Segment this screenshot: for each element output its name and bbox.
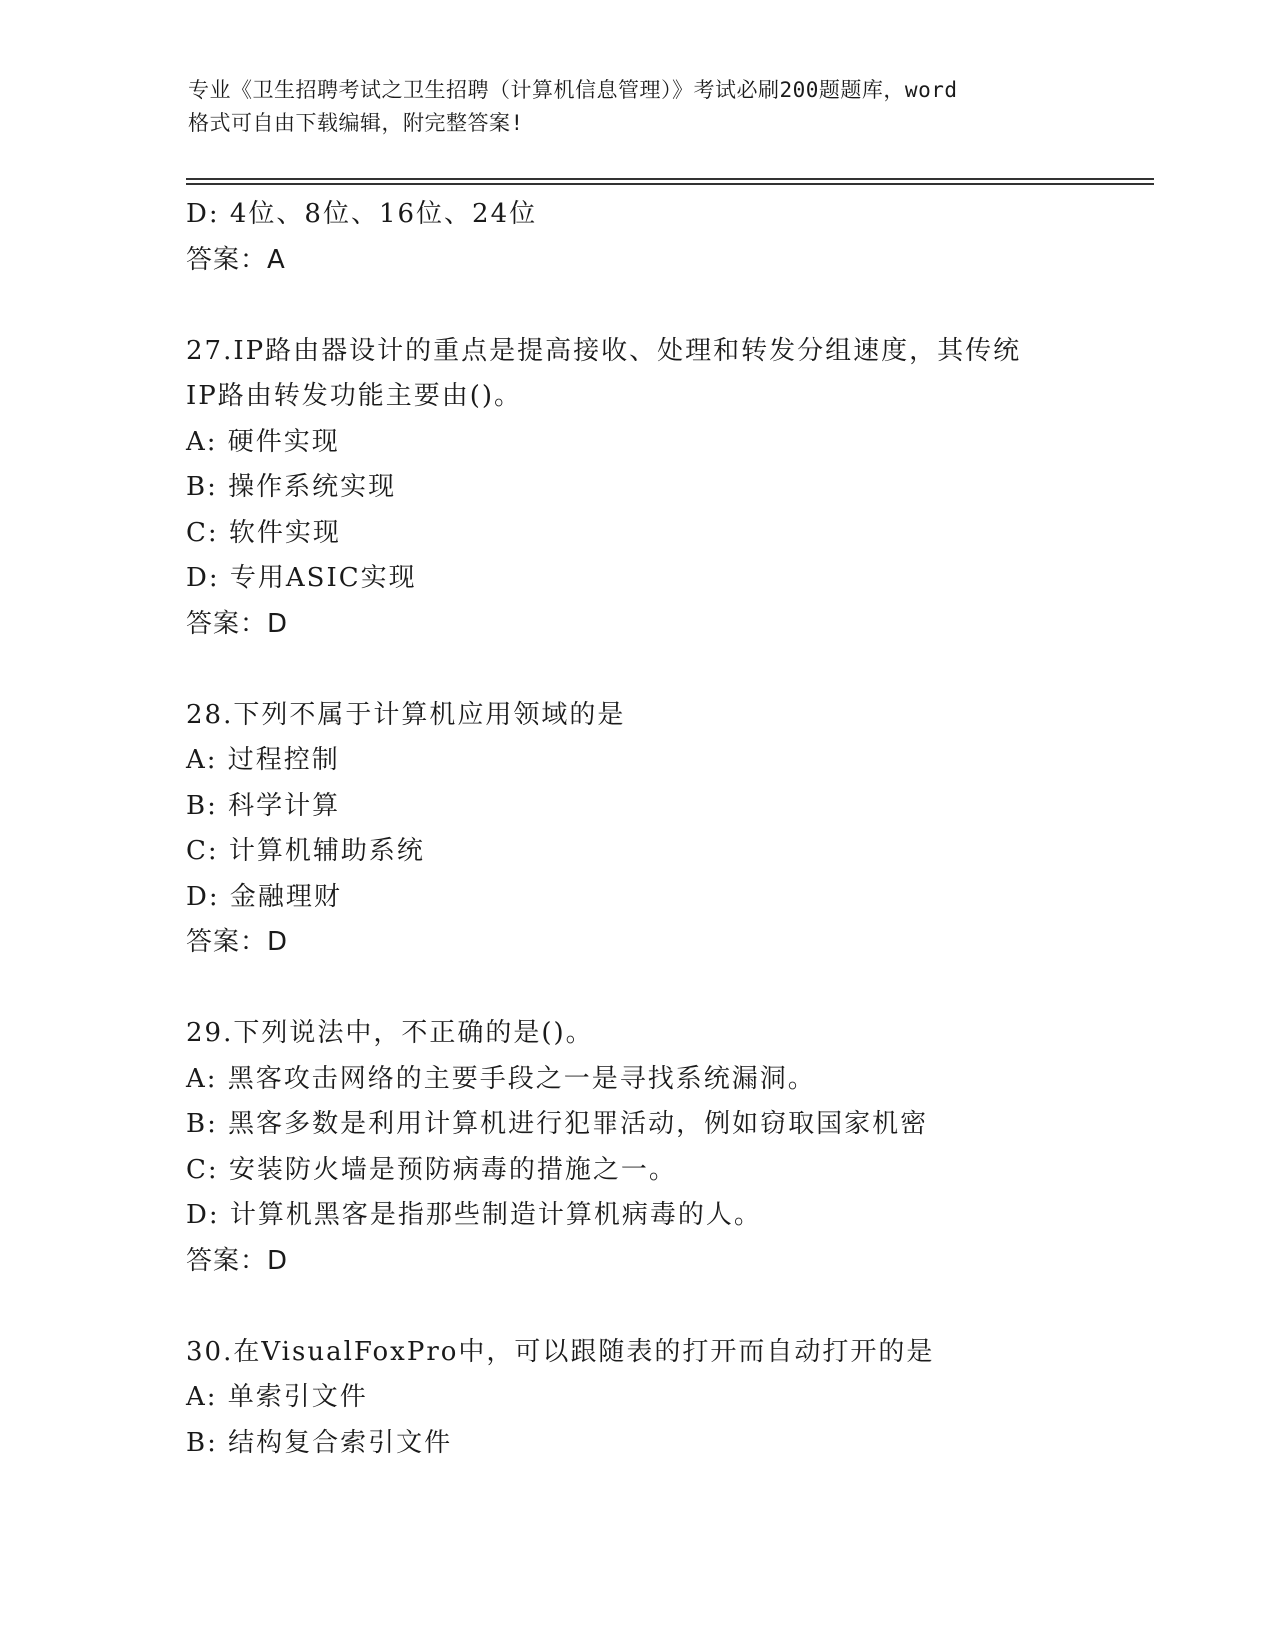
spacer	[186, 966, 1146, 1012]
spacer	[186, 1284, 1146, 1330]
answer: 答案：D	[186, 1245, 289, 1276]
question-stem: 28.下列不属于计算机应用领域的是	[186, 699, 626, 730]
option-c: C: 软件实现	[186, 517, 341, 548]
header-line-2: 格式可自由下载编辑，附完整答案!	[188, 111, 524, 135]
option-d: D: 4位、8位、16位、24位	[186, 199, 538, 229]
question-stem: 30.在VisualFoxPro中，可以跟随表的打开而自动打开的是	[186, 1336, 935, 1367]
spacer	[186, 647, 1146, 693]
option-a: A: 过程控制	[186, 745, 340, 775]
option-c: C: 计算机辅助系统	[186, 836, 425, 866]
option-d: D: 计算机黑客是指那些制造计算机病毒的人。	[186, 1200, 762, 1230]
header-divider-top	[186, 178, 1154, 180]
option-b: B: 科学计算	[186, 790, 341, 821]
header-line-1: 专业《卫生招聘考试之卫生招聘（计算机信息管理）》考试必刷200题题库，word	[188, 78, 958, 102]
option-a: A: 黑客攻击网络的主要手段之一是寻找系统漏洞。	[186, 1063, 816, 1094]
option-b: B: 操作系统实现	[186, 472, 397, 502]
question-list	[186, 192, 1146, 1466]
question-stem: 27.IP路由器设计的重点是提高接收、处理和转发分组速度，其传统	[186, 335, 1022, 366]
question-stem-continued: IP路由转发功能主要由()。	[186, 381, 523, 411]
option-c: C: 安装防火墙是预防病毒的措施之一。	[186, 1154, 677, 1185]
document-header	[188, 74, 1088, 140]
answer: 答案：A	[186, 244, 286, 275]
option-b: B: 结构复合索引文件	[186, 1427, 453, 1458]
option-b: B: 黑客多数是利用计算机进行犯罪活动，例如窃取国家机密	[186, 1109, 929, 1139]
option-a: A: 硬件实现	[186, 426, 340, 457]
answer: 答案：D	[186, 608, 289, 639]
option-d: D: 专用ASIC实现	[186, 563, 417, 593]
question-stem: 29.下列说法中，不正确的是()。	[186, 1018, 594, 1048]
option-d: D: 金融理财	[186, 881, 342, 912]
header-divider-bottom	[186, 183, 1154, 185]
spacer	[186, 283, 1146, 329]
option-a: A: 单索引文件	[186, 1382, 368, 1412]
answer: 答案：D	[186, 927, 289, 957]
